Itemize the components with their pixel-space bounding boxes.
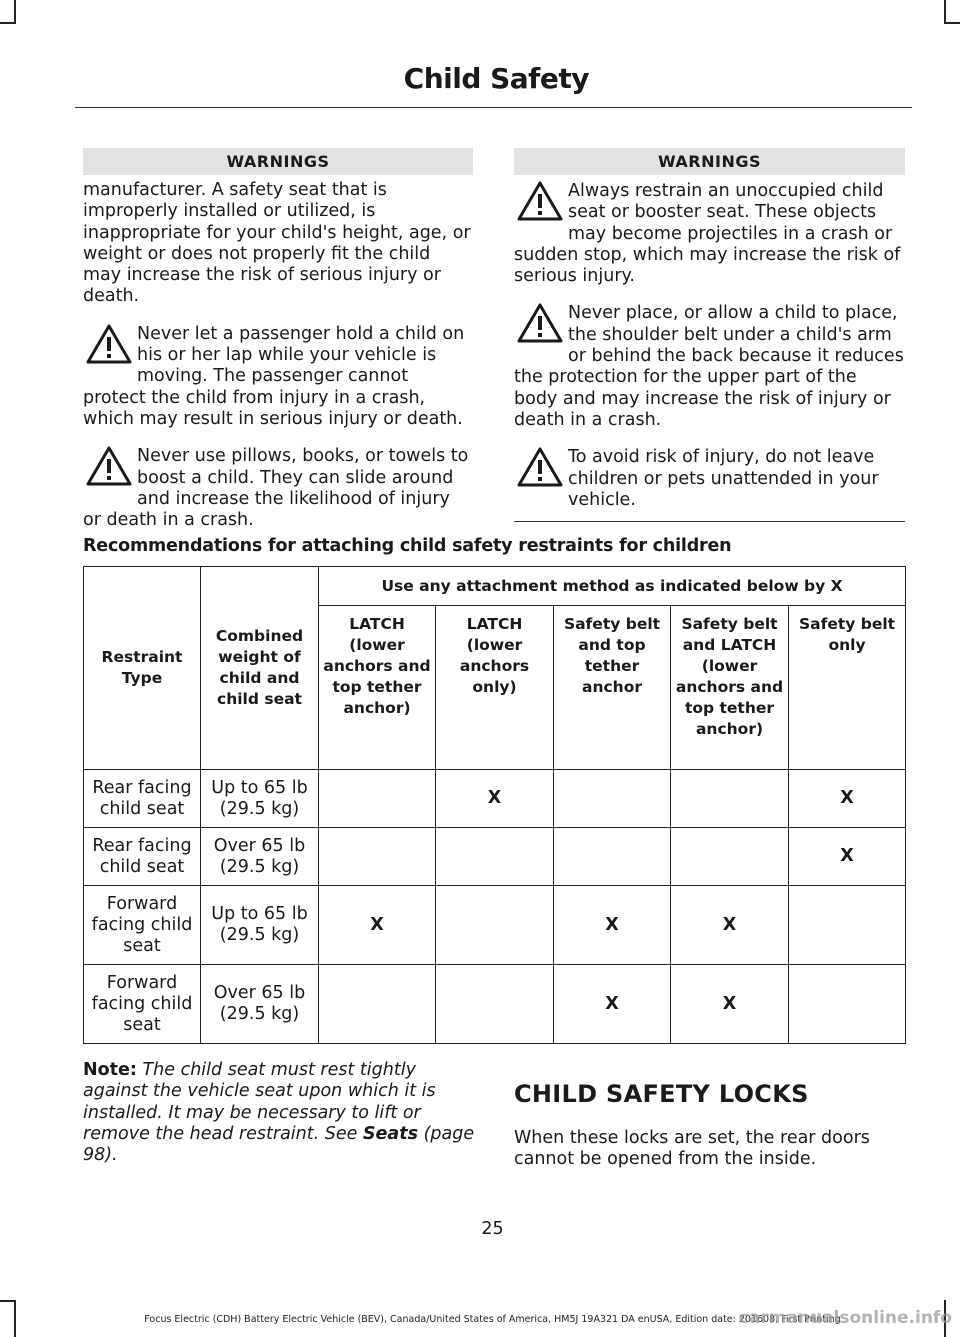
column-header-method: LATCH (lower anchors only): [436, 606, 554, 770]
column-header-method: Safety belt and LATCH (lower anchors and top tether anchor): [671, 606, 789, 770]
page-title: Child Safety: [403, 62, 589, 95]
weight-cell: Up to 65 lb (29.5 kg): [201, 770, 319, 828]
method-mark-cell: [671, 770, 789, 828]
method-mark-cell: [671, 828, 789, 886]
warnings-end-divider: [514, 521, 905, 522]
method-mark-cell: [436, 886, 554, 965]
table-row: [84, 965, 906, 1044]
method-mark-cell: X: [319, 886, 436, 965]
warning-triangle-icon: [83, 446, 135, 504]
warning-item: [83, 324, 473, 430]
warning-text: Never let a passenger hold a child on his or her lap while your vehicle is moving. The passenger cannot protect the child from injury in a crash, which may result in serious injury or death.: [83, 323, 465, 429]
method-mark-cell: X: [671, 965, 789, 1044]
title-divider: [75, 107, 912, 108]
weight-cell: Up to 65 lb (29.5 kg): [201, 886, 319, 965]
column-header-restraint-type: Restraint Type: [84, 567, 201, 770]
warning-text: Never use pillows, books, or towels to boost a child. They can slide around and increase the likelihood of injury or death in a crash.: [83, 446, 469, 531]
table-row: [84, 770, 906, 828]
note-page-ref: (page 98).: [83, 1123, 475, 1166]
table-row: [84, 828, 906, 886]
method-mark-cell: [789, 965, 906, 1044]
warning-item: [83, 446, 473, 531]
method-mark-cell: X: [554, 886, 671, 965]
warning-item: [514, 303, 905, 431]
method-mark-cell: [789, 886, 906, 965]
method-mark-cell: [554, 828, 671, 886]
column-header-method: Safety belt only: [789, 606, 906, 770]
warning-item: [514, 181, 905, 287]
crop-mark: [0, 1300, 16, 1302]
column-header-attachment-methods: Use any attachment method as indicated below by X: [319, 567, 906, 606]
warning-item: [514, 447, 905, 511]
warning-text: Never place, or allow a child to place, the shoulder belt under a child's arm or behind the back because it reduces the protection for the upper part of the body and may increase the risk of injury or death in a crash.: [514, 303, 904, 430]
child-safety-locks-text: When these locks are set, the rear doors cannot be opened from the inside.: [514, 1128, 870, 1170]
method-mark-cell: X: [554, 965, 671, 1044]
warning-text: To avoid risk of injury, do not leave children or pets unattended in your vehicle.: [568, 447, 879, 510]
method-mark-cell: [319, 770, 436, 828]
warnings-heading: WARNINGS: [83, 148, 473, 175]
note-text: The child seat must rest tightly against the vehicle seat upon which it is installed. It may be necessary to lift or remove the head restraint. See: [83, 1060, 436, 1144]
watermark: carmanualsonline.info: [738, 1308, 952, 1328]
warning-triangle-icon: [514, 447, 566, 505]
note-paragraph: [83, 1060, 475, 1166]
warnings-heading: WARNINGS: [514, 148, 905, 175]
crop-mark: [944, 0, 946, 24]
seats-link[interactable]: Seats: [362, 1123, 419, 1144]
right-column: [514, 148, 905, 522]
restraint-type-cell: Forward facing child seat: [84, 965, 201, 1044]
column-header-combined-weight: Combined weight of child and child seat: [201, 567, 319, 770]
crop-mark: [0, 22, 16, 24]
restraint-table: [83, 566, 906, 1044]
restraint-type-cell: Forward facing child seat: [84, 886, 201, 965]
table-header-row: [84, 567, 906, 606]
method-mark-cell: X: [436, 770, 554, 828]
warning-continuation-text: manufacturer. A safety seat that is improperly installed or utilized, is inappropriate for your child's height, age, or weight or does not properly fit the child may increase the risk of serious injury or death.: [83, 180, 471, 307]
method-mark-cell: [319, 828, 436, 886]
warning-triangle-icon: [514, 181, 566, 239]
page-number: 25: [481, 1219, 504, 1239]
warning-triangle-icon: [83, 324, 135, 382]
warning-triangle-icon: [514, 303, 566, 361]
note-label: Note:: [83, 1060, 137, 1080]
method-mark-cell: X: [789, 770, 906, 828]
method-mark-cell: [319, 965, 436, 1044]
crop-mark: [944, 22, 960, 24]
weight-cell: Over 65 lb (29.5 kg): [201, 828, 319, 886]
column-header-method: LATCH (lower anchors and top tether anchor): [319, 606, 436, 770]
left-column: [83, 148, 473, 531]
crop-mark: [14, 0, 16, 24]
method-mark-cell: X: [789, 828, 906, 886]
warning-text: Always restrain an unoccupied child seat or booster seat. These objects may become projectiles in a crash or sudden stop, which may increase the risk of serious injury.: [514, 181, 901, 287]
method-mark-cell: [554, 770, 671, 828]
column-header-method: Safety belt and top tether anchor: [554, 606, 671, 770]
section-heading-child-safety-locks: CHILD SAFETY LOCKS: [514, 1080, 809, 1108]
method-mark-cell: [436, 828, 554, 886]
restraint-type-cell: Rear facing child seat: [84, 770, 201, 828]
footer-edition-text: Focus Electric (CDH) Battery Electric Vehicle (BEV), Canada/United States of America, HM5J 19A321 DA enUSA, Edition date: 201608, First Printing: [144, 1314, 841, 1325]
method-mark-cell: X: [671, 886, 789, 965]
weight-cell: Over 65 lb (29.5 kg): [201, 965, 319, 1044]
method-mark-cell: [436, 965, 554, 1044]
table-section-title: Recommendations for attaching child safety restraints for children: [83, 536, 732, 556]
restraint-type-cell: Rear facing child seat: [84, 828, 201, 886]
table-row: [84, 886, 906, 965]
